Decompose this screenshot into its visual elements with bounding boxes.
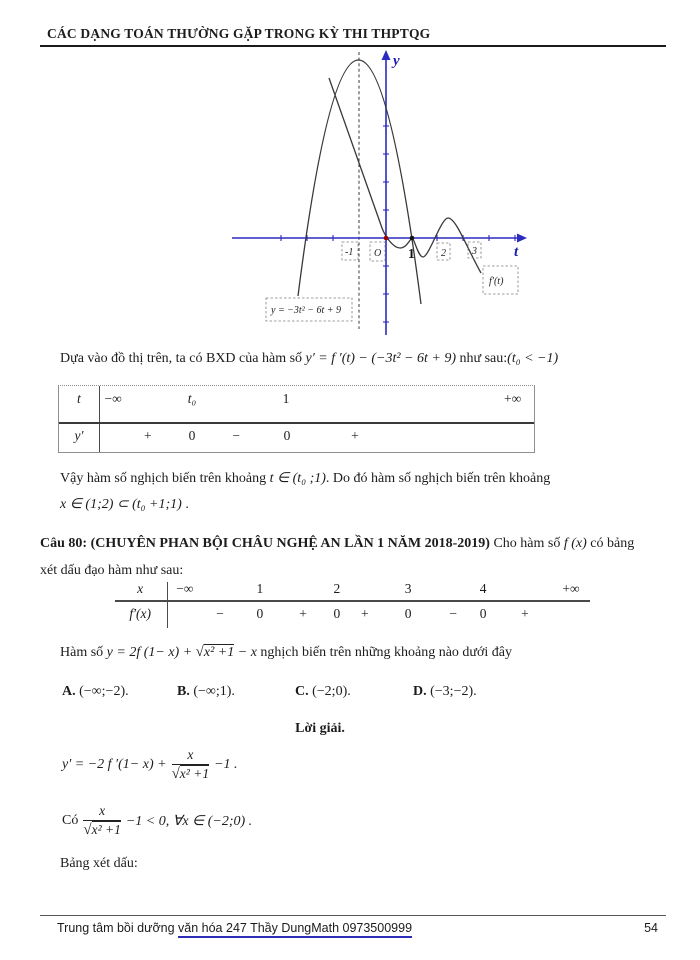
minus1-label: -1 [345, 247, 354, 258]
sol1-pre: y′ = −2 f ′(1− x) + [62, 757, 167, 772]
cau80-line2: xét dấu đạo hàm như sau: [40, 563, 184, 578]
t-axis-arrow [517, 234, 527, 243]
cau80-line1 [40, 530, 680, 557]
solution-heading: Lời giải. [295, 721, 345, 736]
cau80-fx: f (x) [563, 536, 587, 551]
q-tail: nghịch biến trên những khoảng nào dưới đây [256, 645, 513, 660]
table1-column-divider [99, 386, 100, 452]
table2-sign: 0 [404, 606, 412, 621]
radical-sign: √ [83, 822, 92, 838]
table2-sign: + [361, 606, 369, 621]
table1-sign: + [351, 428, 359, 443]
table2-fn: f′(x) [129, 606, 152, 621]
p1-lead: Dựa vào đồ thị trên, ta có BXD của hàm số [60, 351, 306, 366]
table1-sign: − [232, 428, 240, 443]
table1-sign: 0 [188, 428, 196, 443]
table2-row-divider [115, 600, 590, 602]
radical-sign: √ [171, 766, 180, 782]
p2-end: . [181, 497, 189, 512]
footer-rule [40, 915, 666, 916]
table1-var: t [77, 391, 81, 406]
table1-sign: 0 [283, 428, 291, 443]
option-a [62, 684, 129, 700]
table2-sign: + [299, 606, 307, 621]
table1-row-divider [59, 422, 534, 424]
table1-value: t₀ [187, 391, 197, 406]
option-b [177, 684, 235, 700]
option-d-label: D. [413, 684, 427, 699]
footer-underlined-text: văn hóa 247 Thầy DungMath 0973500999 [178, 921, 412, 938]
sign-table-1 [58, 385, 535, 453]
paragraph-bxd-intro [60, 351, 558, 367]
q-sqrt-arg: x² +1 [203, 645, 235, 660]
radical-sign: √ [195, 644, 204, 660]
table2-sign: − [449, 606, 457, 621]
fprime-curve [329, 78, 481, 273]
table1-value: 1 [282, 391, 290, 406]
table2-value: 2 [333, 581, 341, 596]
p1-tail: như sau: [456, 351, 508, 366]
table2-value: +∞ [562, 581, 580, 596]
sol2-fraction [83, 803, 121, 839]
option-a-value: (−∞;−2). [75, 684, 129, 699]
p2-line1 [60, 466, 670, 492]
origin-label: O [374, 248, 382, 259]
cau80-lead: Cho hàm số [489, 536, 564, 551]
table1-fn: y′ [74, 428, 84, 443]
option-c-value: (−2;0). [308, 684, 351, 699]
p2-line2 [60, 492, 670, 518]
cau80-source: (CHUYÊN PHAN BỘI CHÂU NGHỆ AN LẦN 1 NĂM 2018-2019) [87, 536, 490, 551]
table2-sign: 0 [256, 606, 264, 621]
q-formula-pre: y = 2f (1− x) + [106, 645, 196, 660]
sol1-numerator: x [172, 747, 210, 765]
option-c [295, 684, 351, 700]
sol2-sqrt-arg: x² +1 [91, 822, 121, 837]
table2-value: 1 [256, 581, 264, 596]
table1-value: −∞ [104, 391, 122, 406]
table2-var: x [137, 581, 144, 596]
p2-math1: t ∈ (t₀ ;1) [269, 471, 326, 486]
footer-prefix: Trung tâm bồi dưỡng [57, 921, 179, 935]
solution-line-1 [62, 742, 238, 788]
table2-value: 4 [479, 581, 487, 596]
cau80-tail: có bảng [586, 536, 635, 551]
question-statement [60, 644, 512, 661]
sol1-fraction [172, 747, 210, 783]
y-axis-label: y [393, 53, 400, 69]
p2-math2: x ∈ (1;2) ⊂ (t₀ +1;1) [60, 497, 182, 512]
sol2-denominator [83, 821, 121, 839]
p1-formula: y′ = f ′(t) − (−3t² − 6t + 9) [305, 351, 457, 366]
page-number: 54 [644, 921, 658, 935]
q-formula-post: − x [234, 645, 257, 660]
table2-sign: − [216, 606, 224, 621]
equation-label: y = −3t² − 6t + 9 [271, 305, 341, 316]
table2-column-divider [167, 582, 168, 628]
option-c-label: C. [295, 684, 309, 699]
table2-sign: 0 [479, 606, 487, 621]
table2-sign: 0 [333, 606, 341, 621]
intersection-dot [410, 236, 415, 241]
question-80 [40, 530, 680, 584]
table1-sign: + [144, 428, 152, 443]
option-a-label: A. [62, 684, 76, 699]
one-label: 1 [408, 246, 415, 261]
solution-line-2 [62, 798, 252, 844]
y-axis-arrow [382, 50, 391, 60]
option-b-value: (−∞;1). [189, 684, 235, 699]
cau80-number: Câu 80: [40, 536, 88, 551]
sol1-sqrt-arg: x² +1 [179, 766, 210, 781]
table2-value: 3 [404, 581, 412, 596]
bxd-label: Bảng xét dấu: [60, 856, 138, 871]
paragraph-conclusion [60, 466, 670, 518]
t-axis-label: t [514, 244, 519, 260]
q-lead: Hàm số [60, 645, 107, 660]
fprime-label: f′(t) [489, 276, 504, 287]
sol2-post: −1 < 0, ∀x ∈ (−2;0) . [125, 813, 253, 829]
p2-mid: . Do đó hàm số nghịch biến trên khoảng [325, 471, 551, 486]
function-graph [228, 46, 528, 342]
two-label: 2 [441, 248, 446, 259]
three-label: 3 [472, 246, 477, 257]
table1-value: +∞ [504, 391, 522, 406]
page-title: CÁC DẠNG TOÁN THƯỜNG GẶP TRONG KỲ THI THPTQG [47, 26, 431, 41]
p1-condition: (t₀ < −1) [507, 351, 559, 366]
p2-lead: Vậy hàm số nghịch biến trên khoảng [60, 471, 270, 486]
sol2-lead: Có [62, 813, 79, 828]
option-d [413, 684, 477, 700]
origin-dot [384, 236, 389, 241]
option-b-label: B. [177, 684, 190, 699]
table2-sign: + [521, 606, 529, 621]
option-d-value: (−3;−2). [426, 684, 477, 699]
sol1-post: −1 . [214, 757, 238, 772]
sol1-denominator [172, 765, 210, 783]
footer-text [57, 921, 412, 935]
sol2-numerator: x [83, 803, 121, 821]
table2-value: −∞ [176, 581, 194, 596]
sign-table-2 [115, 581, 590, 628]
